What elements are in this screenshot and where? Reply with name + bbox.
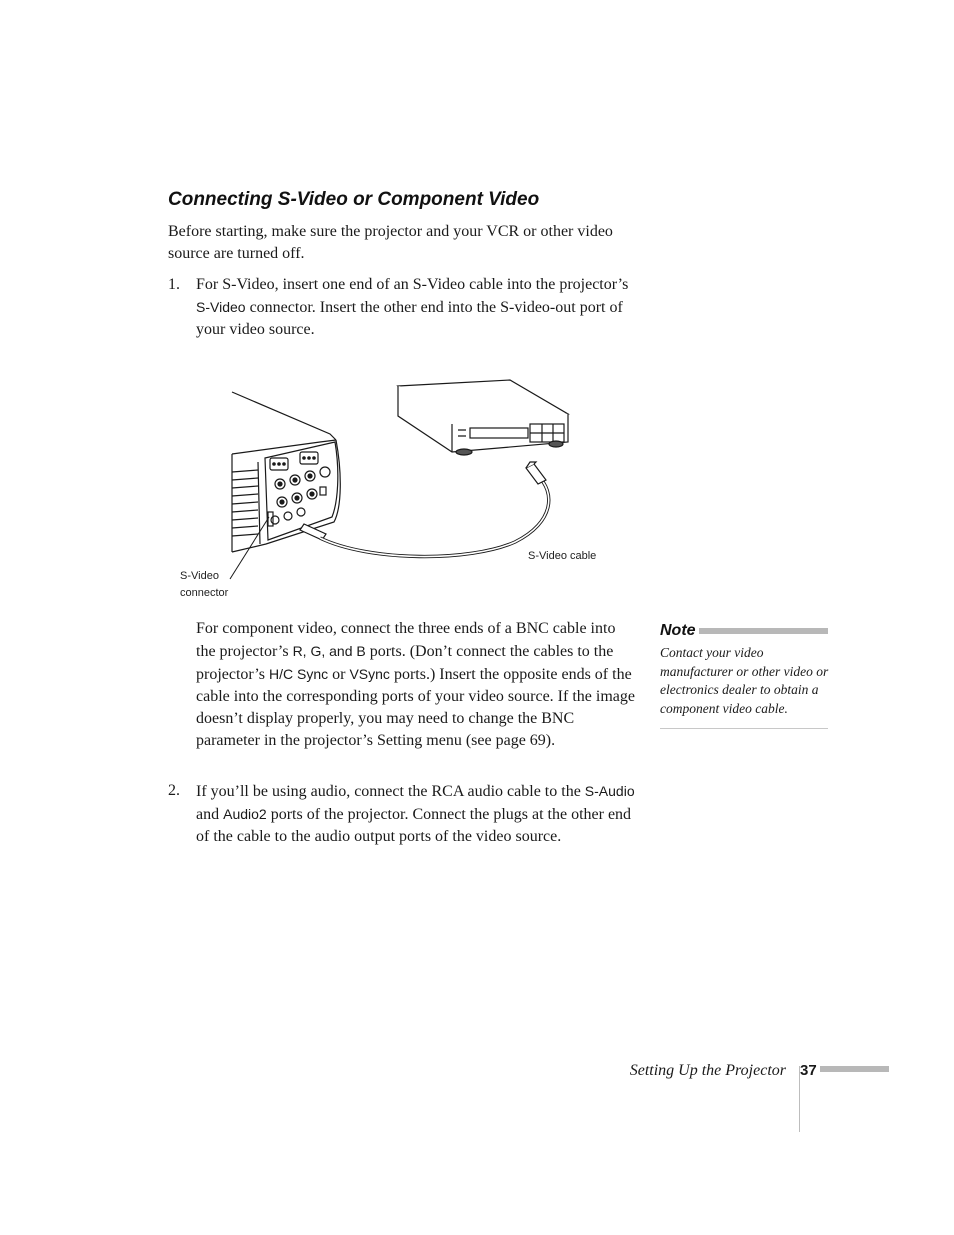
component-video-paragraph: For component video, connect the three ends of a BNC cable into the projector’s R, G, and B ports. (Don’t connect the cables to the projector’s H/C Sync or VSync ports.) Insert the opposite ends of the cable into the corresponding ports of your video source. If the image doesn’t display properly, you may need to change the BNC parameter in the projector’s Setting menu (see page 69).: [196, 620, 635, 749]
vcr-device-drawing: [398, 380, 568, 455]
section-heading: Connecting S-Video or Component Video: [168, 189, 540, 210]
note-bottom-rule: [660, 728, 828, 729]
note-text: Contact your video manufacturer or other video or electronics dealer to obtain a component video cable.: [660, 645, 829, 716]
s-video-connection-illustration: [170, 372, 620, 607]
hc-sync-port-label: H/C Sync: [269, 666, 329, 682]
vsync-port-label: VSync: [349, 666, 390, 682]
vcr-end-plug: [526, 462, 546, 484]
rgb-ports-label: R, G, and B: [292, 643, 366, 659]
cable-caption: S-Video cable: [528, 550, 597, 562]
footer-chapter-title: Setting Up the Projector: [629, 1062, 786, 1079]
step-1-text: For S-Video, insert one end of an S-Video cable into the projector’s S-Video connector. Insert the other end into the S-video-out port of your video source.: [196, 276, 629, 338]
connector-caption-line1: S-Video: [180, 570, 219, 582]
page-number: 37: [800, 1062, 820, 1079]
connector-caption-line2: connector: [180, 587, 229, 599]
audio2-port-label: Audio2: [223, 806, 267, 822]
step-2-number: 2.: [168, 782, 180, 799]
step-1-number: 1.: [168, 276, 180, 293]
note-title: Note: [660, 622, 699, 640]
s-video-port-label: S-Video: [196, 299, 246, 315]
footer-vertical-rule: [799, 1066, 800, 1132]
projector-drawing: [232, 392, 340, 552]
s-audio-port-label: S-Audio: [584, 783, 635, 799]
step-2-text: If you’ll be using audio, connect the RCA audio cable to the S-Audio and Audio2 ports of the projector. Connect the plugs at the other end of the cable to the audio output ports of the video source.: [196, 783, 635, 845]
intro-paragraph: Before starting, make sure the projector and your VCR or other video source are turned off.: [168, 223, 613, 262]
s-video-cable: [320, 476, 549, 557]
